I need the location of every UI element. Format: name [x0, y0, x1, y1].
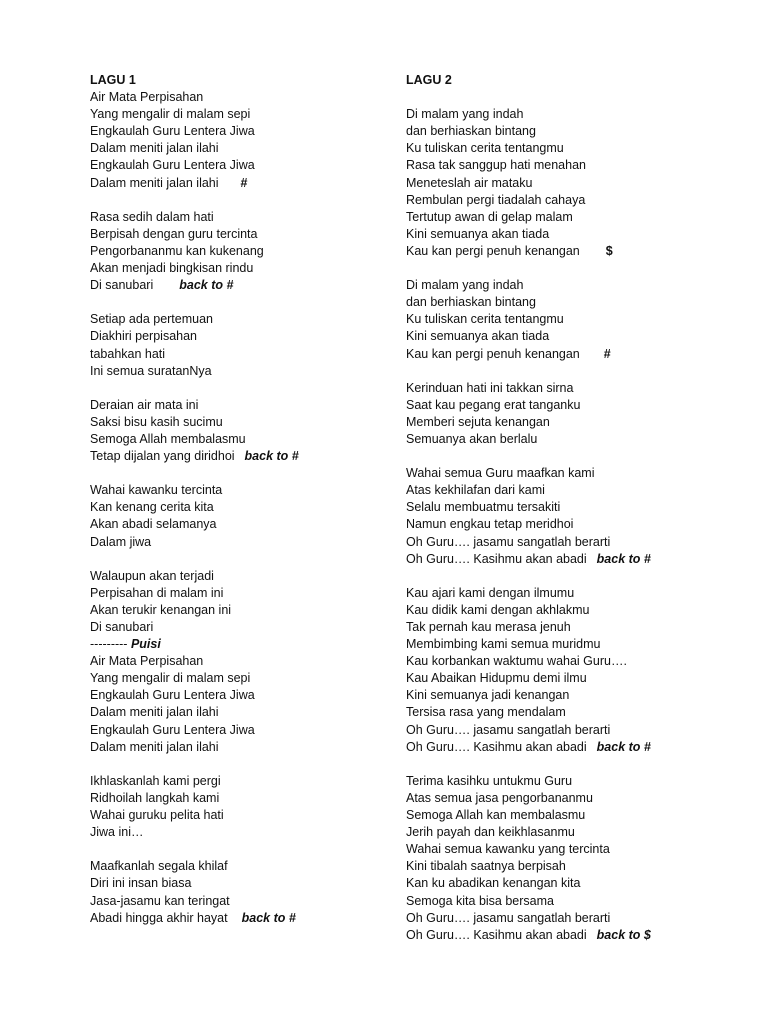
lyric-text: Di sanubari: [90, 278, 154, 293]
back-to-hash-marker: back to #: [596, 551, 651, 566]
stanza-gap: [406, 756, 736, 773]
hash-marker: #: [240, 175, 248, 190]
lyric-line: Ridhoilah langkah kami: [90, 790, 220, 805]
lyric-line-with-marker: [406, 927, 736, 944]
lyric-line: Di sanubari: [90, 620, 154, 634]
lyric-line: Semoga kita bisa bersama: [406, 893, 554, 908]
hash-marker: #: [603, 346, 611, 361]
lagu-1-column: [90, 72, 390, 927]
lyric-line: Saksi bisu kasih sucimu: [90, 414, 223, 429]
lyric-line: Maafkanlah segala khilaf: [90, 859, 228, 874]
lyric-line-with-marker: [90, 910, 390, 927]
lyric-line: dan berhiaskan bintang: [406, 124, 536, 139]
lyric-line: Kan kenang cerita kita: [90, 500, 214, 515]
lyric-line: Air Mata Perpisahan: [90, 90, 204, 105]
lyric-line: Wahai guruku pelita hati: [90, 808, 224, 823]
lyric-line: Deraian air mata ini: [90, 397, 199, 412]
stanza-gap: [90, 380, 390, 397]
stanza-gap: [406, 363, 736, 380]
lyric-line: Membimbing kami semua muridmu: [406, 637, 601, 652]
lyric-line: Dalam meniti jalan ilahi: [90, 739, 219, 754]
lagu-2-column: [406, 72, 736, 944]
stanza-gap: [90, 465, 390, 482]
lyric-line: Ku tuliskan cerita tentangmu: [406, 141, 564, 156]
dash-divider: ---------: [90, 637, 128, 652]
lyric-line: Di malam yang indah: [406, 107, 524, 122]
lyric-line: dan berhiaskan bintang: [406, 295, 536, 310]
lyric-line-with-marker: [90, 448, 390, 465]
stanza-gap: [406, 260, 736, 277]
lyric-line: Tak pernah kau merasa jenuh: [406, 620, 571, 634]
back-to-dollar-marker: back to $: [596, 927, 651, 942]
lyric-line: Jasa-jasamu kan teringat: [90, 893, 230, 908]
lyric-line-with-marker: [406, 243, 736, 260]
lyric-line: Kini semuanya akan tiada: [406, 329, 550, 344]
lyric-line: Setiap ada pertemuan: [90, 312, 214, 327]
lyric-line: Air Mata Perpisahan: [90, 654, 204, 669]
puisi-divider: [90, 636, 390, 653]
stanza-gap: [90, 294, 390, 311]
lyric-line: Akan menjadi bingkisan rindu: [90, 261, 254, 276]
lyric-line: Kini semuanya akan tiada: [406, 226, 550, 241]
lyric-line: Kau ajari kami dengan ilmumu: [406, 585, 575, 600]
lyric-line: Yang mengalir di malam sepi: [90, 671, 251, 686]
lyric-line: Rembulan pergi tiadalah cahaya: [406, 192, 586, 207]
back-to-hash-marker: back to #: [241, 910, 296, 925]
lyric-line: Oh Guru…. jasamu sangatlah berarti: [406, 910, 611, 925]
lyric-line: Rasa sedih dalam hati: [90, 209, 214, 224]
lyric-line: Oh Guru…. jasamu sangatlah berarti: [406, 534, 611, 549]
lyric-line: Kini tibalah saatnya berpisah: [406, 859, 566, 874]
lyric-line: Dalam meniti jalan ilahi: [90, 705, 219, 720]
lyric-line: Dalam meniti jalan ilahi: [90, 141, 219, 156]
stanza-gap: [90, 551, 390, 568]
lyric-line: Kau Abaikan Hidupmu demi ilmu: [406, 671, 587, 686]
lyric-line: Ini semua suratanNya: [90, 363, 212, 378]
lyric-line: Engkaulah Guru Lentera Jiwa: [90, 688, 255, 703]
back-to-hash-marker: back to #: [596, 739, 651, 754]
lyric-line: Selalu membuatmu tersakiti: [406, 500, 561, 515]
stanza-gap: [90, 192, 390, 209]
lyric-line: Oh Guru…. jasamu sangatlah berarti: [406, 722, 611, 737]
lyric-line: Kerinduan hati ini takkan sirna: [406, 380, 574, 395]
stanza-gap: [406, 448, 736, 465]
lyric-line: Wahai kawanku tercinta: [90, 483, 223, 498]
lyric-text: Kau kan pergi penuh kenangan: [406, 346, 580, 361]
lyric-line-with-marker: [90, 175, 390, 192]
lyric-line: Ku tuliskan cerita tentangmu: [406, 312, 564, 327]
lyric-text: Oh Guru…. Kasihmu akan abadi: [406, 739, 587, 754]
lyric-line: Walaupun akan terjadi: [90, 568, 214, 583]
lyric-line: Diri ini insan biasa: [90, 876, 192, 891]
lyric-line: Di malam yang indah: [406, 278, 524, 293]
lyric-line: Kau korbankan waktumu wahai Guru….: [406, 654, 627, 669]
lyric-text: Oh Guru…. Kasihmu akan abadi: [406, 927, 587, 942]
back-to-hash-marker: back to #: [179, 278, 234, 293]
lyric-line: Semoga Allah membalasmu: [90, 431, 246, 446]
lyric-line: Wahai semua Guru maafkan kami: [406, 466, 595, 481]
lyric-line: Diakhiri perpisahan: [90, 329, 198, 344]
lyric-line: Atas semua jasa pengorbananmu: [406, 790, 593, 805]
lyric-line: Tertutup awan di gelap malam: [406, 209, 573, 224]
lyric-line: Rasa tak sanggup hati menahan: [406, 158, 586, 173]
lyric-line-with-marker: [90, 277, 390, 294]
lyric-line: Akan terukir kenangan ini: [90, 602, 232, 617]
lyric-text: Oh Guru…. Kasihmu akan abadi: [406, 551, 587, 566]
lyric-line-with-marker: [406, 739, 736, 756]
lyric-line: Yang mengalir di malam sepi: [90, 107, 251, 122]
lyric-text: Dalam meniti jalan ilahi: [90, 175, 219, 190]
lyric-line: Jiwa ini…: [90, 825, 144, 840]
lyric-line: Ikhlaskanlah kami pergi: [90, 773, 221, 788]
stanza-gap: [406, 568, 736, 585]
lagu-2-title: LAGU 2: [406, 73, 452, 87]
lyric-line-with-marker: [406, 551, 736, 568]
lyric-line: Terima kasihku untukmu Guru: [406, 773, 573, 788]
lyric-line: Semuanya akan berlalu: [406, 431, 538, 446]
lyric-line: Kini semuanya jadi kenangan: [406, 688, 570, 703]
lyric-line: Namun engkau tetap meridhoi: [406, 517, 574, 532]
lyric-text: Kau kan pergi penuh kenangan: [406, 243, 580, 258]
lyric-line: Kau didik kami dengan akhlakmu: [406, 602, 590, 617]
title-gap: [406, 89, 736, 106]
lyric-line: Akan abadi selamanya: [90, 517, 217, 532]
stanza-gap: [90, 756, 390, 773]
lyric-line: Meneteslah air mataku: [406, 175, 533, 190]
lyric-text: Tetap dijalan yang diridhoi: [90, 449, 235, 464]
lyric-line: Perpisahan di malam ini: [90, 585, 224, 600]
lyric-line: Engkaulah Guru Lentera Jiwa: [90, 722, 255, 737]
puisi-marker: Puisi: [130, 637, 161, 652]
lagu-1-title: LAGU 1: [90, 73, 136, 87]
lyric-line: Engkaulah Guru Lentera Jiwa: [90, 158, 255, 173]
lyric-line: Semoga Allah kan membalasmu: [406, 808, 586, 823]
lyric-line: Dalam jiwa: [90, 534, 152, 549]
lyric-line: Kan ku abadikan kenangan kita: [406, 876, 581, 891]
stanza-gap: [90, 841, 390, 858]
lyric-line: Tersisa rasa yang mendalam: [406, 705, 566, 720]
lyric-line-with-marker: [406, 346, 736, 363]
lyric-line: Memberi sejuta kenangan: [406, 414, 550, 429]
lyric-line: Engkaulah Guru Lentera Jiwa: [90, 124, 255, 139]
lyric-line: tabahkan hati: [90, 346, 166, 361]
lyric-line: Atas kekhilafan dari kami: [406, 483, 545, 498]
lyric-line: Berpisah dengan guru tercinta: [90, 226, 258, 241]
lyric-line: Jerih payah dan keikhlasanmu: [406, 825, 575, 840]
lyric-line: Saat kau pegang erat tanganku: [406, 397, 581, 412]
lyric-line: Wahai semua kawanku yang tercinta: [406, 842, 610, 857]
lyric-line: Pengorbananmu kan kukenang: [90, 243, 264, 258]
back-to-hash-marker: back to #: [244, 449, 299, 464]
dollar-marker: $: [605, 243, 613, 258]
lyric-text: Abadi hingga akhir hayat: [90, 910, 228, 925]
